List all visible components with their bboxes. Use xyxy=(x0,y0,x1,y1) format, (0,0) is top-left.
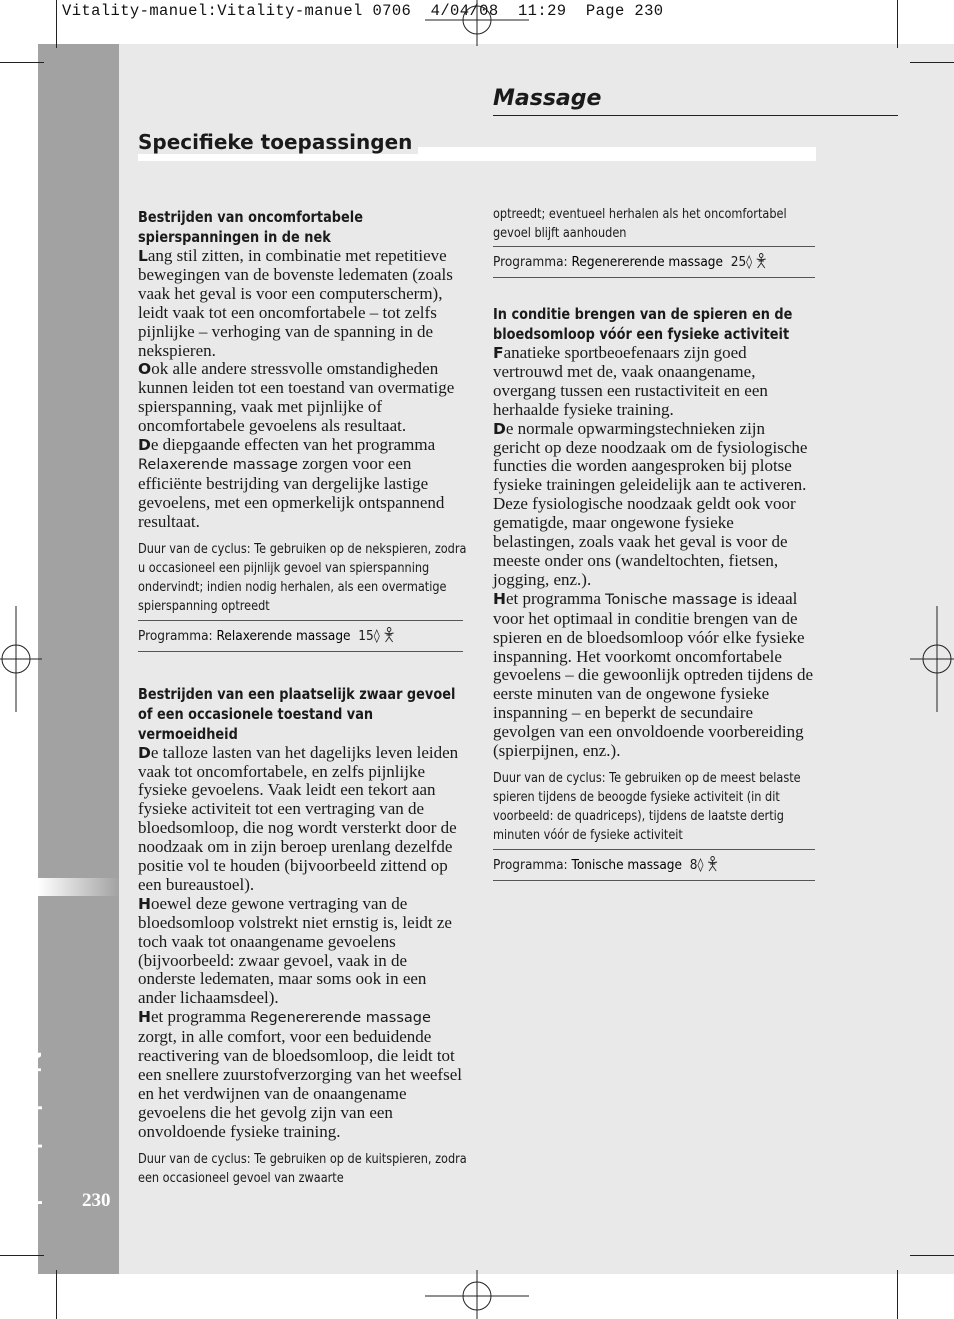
paragraph-text: et programma xyxy=(150,1007,251,1027)
program-name: Tonische massage xyxy=(571,856,682,873)
printer-slug: Vitality-manuel:Vitality-manuel 0706 4/04/08 11:29 Page 230 xyxy=(62,2,664,20)
paragraph-text: oewel deze gewone vertraging van de bloedsomloop volstrekt niet ernstig is, leidt ze toch vaak tot onaangename gevoelens (bijvoorbeeld: zwaar gevoel, vaak in de onderste ledematen, maar soms ook in een ander lichaamsdeel). xyxy=(138,893,452,1008)
program-name: Relaxerende massage xyxy=(216,627,351,644)
sidebar-language-label: Nederlands xyxy=(11,1050,48,1224)
program-name: Regenererende massage xyxy=(250,1010,431,1027)
drop-cap: H xyxy=(493,589,506,608)
paragraph-text: ang stil zitten, in combinatie met repetitieve bewegingen van de bovenste ledematen (zoals vaak het geval is voor een computerscherm), leidt vaak tot een oncomfortabele – tot zelfs pijnlijke – verhoging van de spanning in de nekspieren. xyxy=(138,246,453,360)
paragraph-text: ok alle andere stressvolle omstandigheden kunnen leiden tot een toestand van overmatige spierspanning, vaak met pijnlijke of oncomfortabele gevoelens als resultaat. xyxy=(138,359,455,436)
program-label: Programma: xyxy=(138,627,217,644)
drop-cap: D xyxy=(138,743,151,762)
massage-person-icon xyxy=(706,856,719,872)
subtitle: Specifieke toepassingen xyxy=(138,130,418,154)
cycle-duration: Duur van de cyclus: Te gebruiken op de kuitspieren, zodra een occasioneel gevoel van zwaarte xyxy=(138,1151,467,1186)
program-time: 25◊ xyxy=(730,254,753,270)
paragraph xyxy=(493,590,815,761)
program-time: 8◊ xyxy=(689,856,704,873)
paragraph xyxy=(493,420,815,590)
paragraph-text: zorgt, in alle comfort, voor een beduidende reactivering van de bloedsomloop, die leidt tot een snellere zuurstofverzorging van het weefsel en het verdwijnen van de onaangename gevoelens die het gevolg zijn van een onvoldoende fysieke training. xyxy=(138,1027,462,1141)
program-name: Tonische massage xyxy=(605,591,737,608)
paragraph-text: et programma xyxy=(505,588,606,608)
massage-person-icon xyxy=(755,253,768,269)
paragraph-text: e talloze lasten van het dagelijks leven leiden vaak tot oncomfortabele, en zelfs pijnlijke fysieke gevoelens. Vaak leidt een tekort aan fysieke activiteit tot een vertraging van de bloedsomloop, die nog wordt versterkt door de noodzaak om in zijn beroep urenlang dezelfde positie vol te houden (bijvoorbeeld zittend op een bureaustoel). xyxy=(138,742,459,894)
heading-neck-tension: Bestrijden van oncomfortabele spierspanningen in de nek xyxy=(138,208,363,246)
paragraph-text: e diepgaande effecten van het programma xyxy=(150,435,436,455)
drop-cap: H xyxy=(138,1008,151,1027)
heading-muscle-conditioning: In conditie brengen van de spieren en de bloedsomloop vóór een fysieke activiteit xyxy=(493,305,793,343)
paragraph xyxy=(138,895,463,1008)
program-line xyxy=(493,246,815,278)
drop-cap: O xyxy=(138,360,152,379)
program-label: Programma: xyxy=(493,856,572,873)
program-line xyxy=(138,620,463,652)
drop-cap: F xyxy=(493,344,504,362)
drop-cap: D xyxy=(138,436,151,455)
section-title-rule xyxy=(493,115,898,116)
paragraph xyxy=(138,1008,463,1141)
program-name: Relaxerende massage xyxy=(138,456,298,473)
drop-cap: D xyxy=(493,419,506,438)
paragraph-text: is ideaal voor het optimaal in conditie brengen van de spieren en de bloedsomloop vóór elke fysieke inspanning. Het voorkomt oncomfortabele gevoelens – die gewoonlijk optreden tijdens de eerste minuten van de ongewone fysieke inspanning – en beperkt de secundaire gevolgen van een onvoldoende voorbereiding (spierpijnen, enz.). xyxy=(493,588,814,761)
section-title: Massage xyxy=(493,86,602,111)
cycle-duration: Duur van de cyclus: Te gebruiken op de nekspieren, zodra u occasioneel een pijnlijk gevoel van spierspanning ondervindt; indien nodig herhalen, als een overmatige spierspanning optreedt xyxy=(138,541,467,614)
cycle-duration-continued: optreedt; eventueel herhalen als het oncomfortabel gevoel blijft aanhouden xyxy=(493,207,787,241)
drop-cap: L xyxy=(138,247,148,265)
paragraph xyxy=(138,744,463,895)
program-label: Programma: xyxy=(493,254,572,270)
paragraph xyxy=(138,360,463,436)
cycle-duration: Duur van de cyclus: Te gebruiken op de meest belaste spieren tijdens de beoogde fysieke activiteit (in dit voorbeeld: de quadriceps), tijdens de laatste dertig minuten vóór de fysieke activiteit xyxy=(493,770,801,843)
right-column xyxy=(493,205,815,881)
massage-person-icon xyxy=(382,627,395,643)
program-time: 15◊ xyxy=(358,627,380,644)
page-number: 230 xyxy=(82,1190,111,1211)
paragraph xyxy=(138,247,463,360)
paragraph-text: anatieke sportbeoefenaars zijn goed vertrouwd met de, vaak onaangename, overgang tussen een rustactiviteit en een herhaalde fysieke training. xyxy=(493,343,768,419)
drop-cap: H xyxy=(138,894,151,913)
heading-heavy-feeling: Bestrijden van een plaatselijk zwaar gevoel of een occasionele toestand van vermoeidheid xyxy=(138,684,456,743)
program-name: Regenererende massage xyxy=(571,254,723,270)
paragraph xyxy=(138,436,463,532)
paragraph-text: e normale opwarmingstechnieken zijn gericht op deze noodzaak om de fysiologische functies die worden aangesproken bij plotse fysieke trainingen geleidelijk aan te activeren. Deze fysiologische noodzaak geldt ook voor gematigde, maar ongewone fysieke belastingen, zoals vaak het geval is voor de meeste onder ons (wandeltochten, fietsen, jogging, enz.). xyxy=(493,418,808,589)
left-column xyxy=(138,207,467,1188)
paragraph-text: zorgen voor een efficiënte bestrijding van dergelijke lastige gevoelens, met een opmerkelijk ontspannend resultaat. xyxy=(138,453,445,531)
paragraph xyxy=(493,344,815,420)
program-line xyxy=(493,849,815,881)
